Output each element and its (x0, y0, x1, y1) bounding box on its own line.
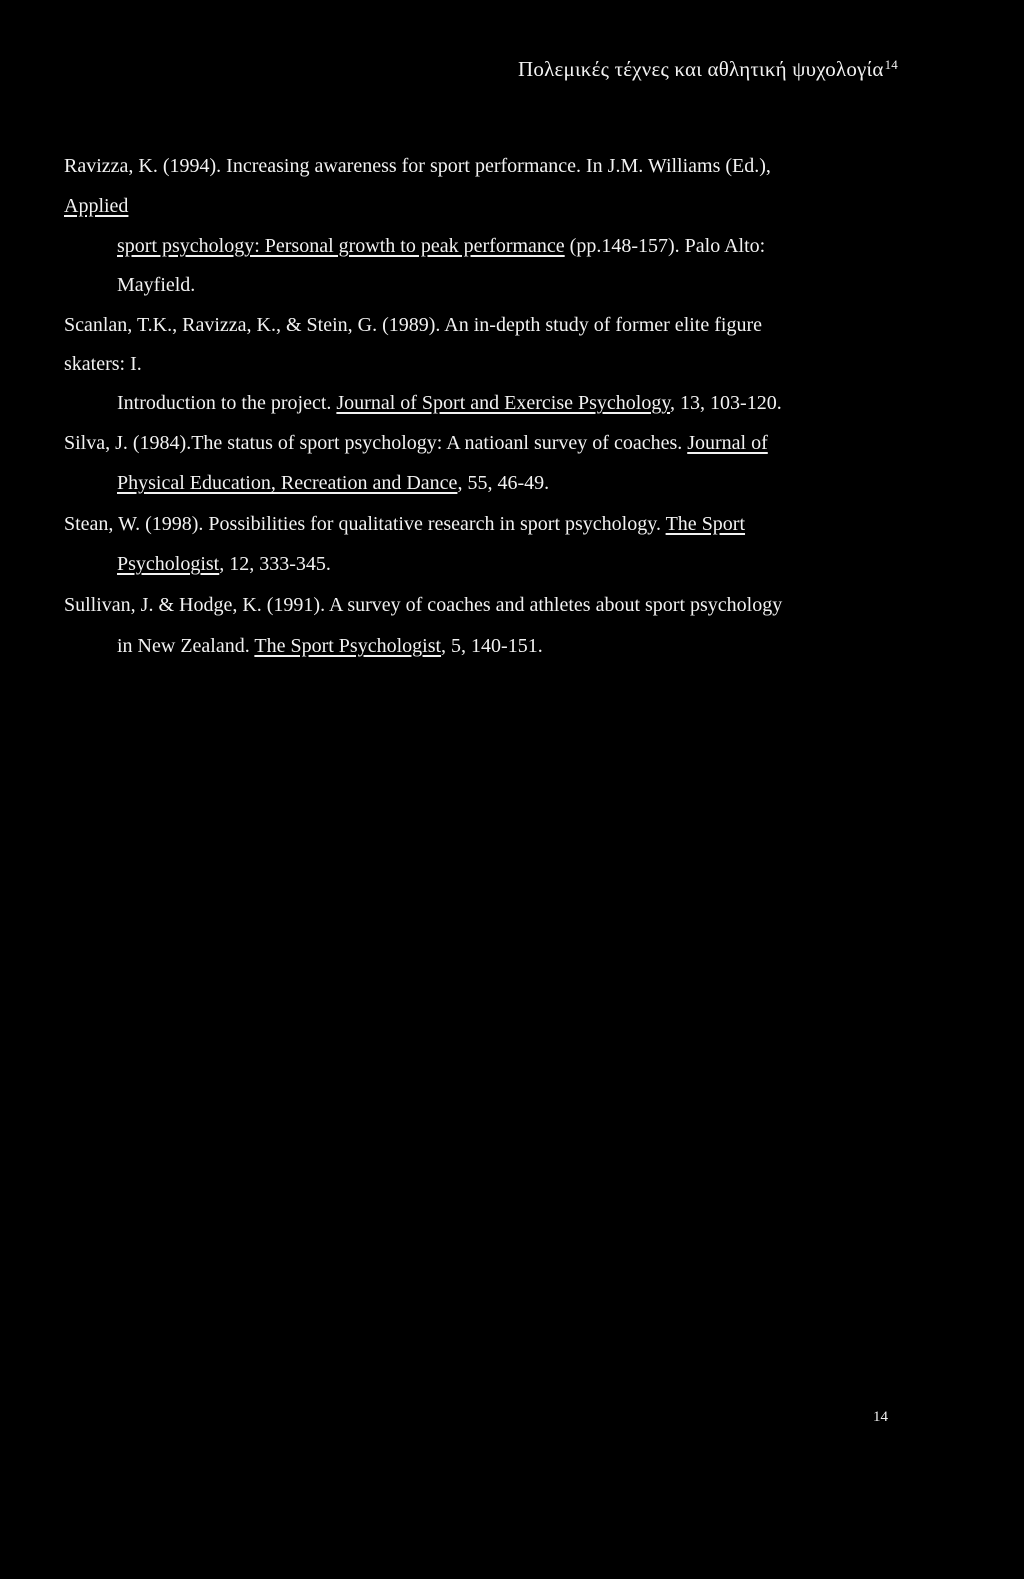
ref-underlined-title: The Sport Psychologist (254, 635, 442, 657)
ref-2-line-2 (64, 352, 142, 376)
ref-underlined-title: The Sport (665, 513, 746, 535)
ref-1-line-1 (64, 154, 771, 178)
ref-1-line-2 (64, 194, 128, 218)
ref-text: Sullivan, J. & Hodge, K. (1991). A survey of coaches and athletes about sport psychology (64, 594, 783, 616)
ref-1-line-3 (117, 234, 765, 258)
ref-text: Scanlan, T.K., Ravizza, K., & Stein, G. (1989). An in-depth study of former elite figure (64, 314, 762, 336)
ref-text: skaters: I. (64, 353, 142, 375)
ref-text: , 55, 46-49. (457, 472, 550, 494)
ref-underlined-title: Psychologist (117, 553, 220, 575)
ref-text: Mayfield. (117, 274, 196, 296)
ref-5-line-2 (117, 634, 543, 658)
ref-underlined-title: sport psychology: Personal growth to peak performance (117, 235, 565, 257)
ref-4-line-2 (117, 552, 331, 576)
ref-1-line-4 (117, 273, 195, 297)
ref-text: (pp.148-157). Palo Alto: (564, 235, 766, 257)
ref-2-line-1 (64, 313, 762, 337)
ref-4-line-1 (64, 512, 745, 536)
ref-3-line-2 (117, 471, 549, 495)
ref-text: Introduction to the project. (117, 392, 337, 414)
ref-underlined-title: Journal of Sport and Exercise Psychology (336, 392, 671, 414)
running-header (518, 57, 898, 82)
page-number: 14 (873, 1409, 888, 1425)
ref-2-line-3 (117, 391, 782, 415)
running-header-title: Πολεμικές τέχνες και αθλητική ψυχολογία (518, 57, 884, 81)
ref-text: Stean, W. (1998). Possibilities for qualitative research in sport psychology. (64, 513, 666, 535)
ref-text: in New Zealand. (117, 635, 255, 657)
ref-underlined-title: Physical Education, Recreation and Dance (117, 472, 458, 494)
ref-text: , 5, 140-151. (441, 635, 543, 657)
ref-5-line-1 (64, 593, 782, 617)
ref-text: , 12, 333-345. (219, 553, 331, 575)
ref-text: Ravizza, K. (1994). Increasing awareness for sport performance. In J.M. Williams (Ed.), (64, 155, 771, 177)
ref-underlined-title: Journal of (687, 432, 768, 454)
ref-underlined-title: Applied (64, 195, 129, 217)
ref-3-line-1 (64, 431, 768, 455)
ref-text: Silva, J. (1984).The status of sport psychology: A natioanl survey of coaches. (64, 432, 688, 454)
ref-text: , 13, 103-120. (670, 392, 782, 414)
running-header-page-ref: 14 (884, 57, 898, 72)
